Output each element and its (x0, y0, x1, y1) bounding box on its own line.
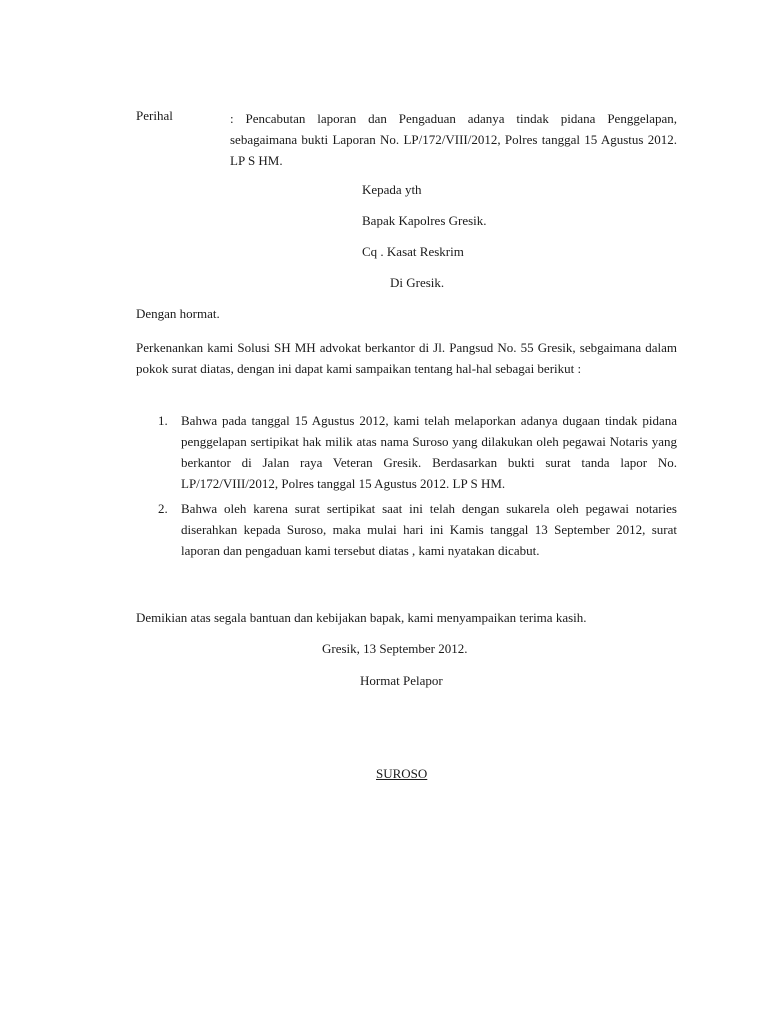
list-item (136, 498, 677, 561)
list-item-number: 1. (158, 413, 168, 428)
signer-name: SUROSO (376, 766, 428, 781)
numbered-list (136, 410, 677, 565)
salutation: Dengan hormat. (136, 306, 220, 321)
recipient-line-4: Di Gresik. (390, 275, 445, 290)
subject-label: Perihal (136, 108, 173, 123)
recipient-line-2: Bapak Kapolres Gresik. (362, 213, 487, 228)
list-item-number: 2. (158, 501, 168, 516)
list-item (136, 410, 677, 494)
place-date: Gresik, 13 September 2012. (322, 641, 468, 656)
regards: Hormat Pelapor (360, 673, 443, 688)
list-item-text: Bahwa pada tanggal 15 Agustus 2012, kami telah melaporkan adanya dugaan tindak pidana penggelapan sertipikat hak milik atas nama Suroso yang dilakukan oleh pegawai Notaris yang berkantor di Jalan raya Veteran Gresik. Berdasarkan bukti surat tanda lapor No. LP/172/VIII/2012, Polres tanggal 15 Agustus 2012. LP S HM. (181, 413, 677, 491)
intro-paragraph: Perkenankan kami Solusi SH MH advokat berkantor di Jl. Pangsud No. 55 Gresik, sebgaimana dalam pokok surat diatas, dengan ini dapat kami sampaikan tentang hal-hal sebagai berikut : (136, 340, 677, 376)
closing-paragraph: Demikian atas segala bantuan dan kebijakan bapak, kami menyampaikan terima kasih. (136, 610, 587, 625)
recipient-line-3: Cq . Kasat Reskrim (362, 244, 464, 259)
list-item-text: Bahwa oleh karena surat sertipikat saat ini telah dengan sukarela oleh pegawai notaries diserahkan kepada Suroso, maka mulai hari ini Kamis tanggal 13 September 2012, surat laporan dan pengaduan kami tersebut diatas , kami nyatakan dicabut. (181, 501, 677, 558)
subject-text: : Pencabutan laporan dan Pengaduan adanya tindak pidana Penggelapan, sebagaimana bukti Laporan No. LP/172/VIII/2012, Polres tanggal 15 Agustus 2012. LP S HM. (230, 111, 677, 168)
recipient-line-1: Kepada yth (362, 182, 422, 197)
